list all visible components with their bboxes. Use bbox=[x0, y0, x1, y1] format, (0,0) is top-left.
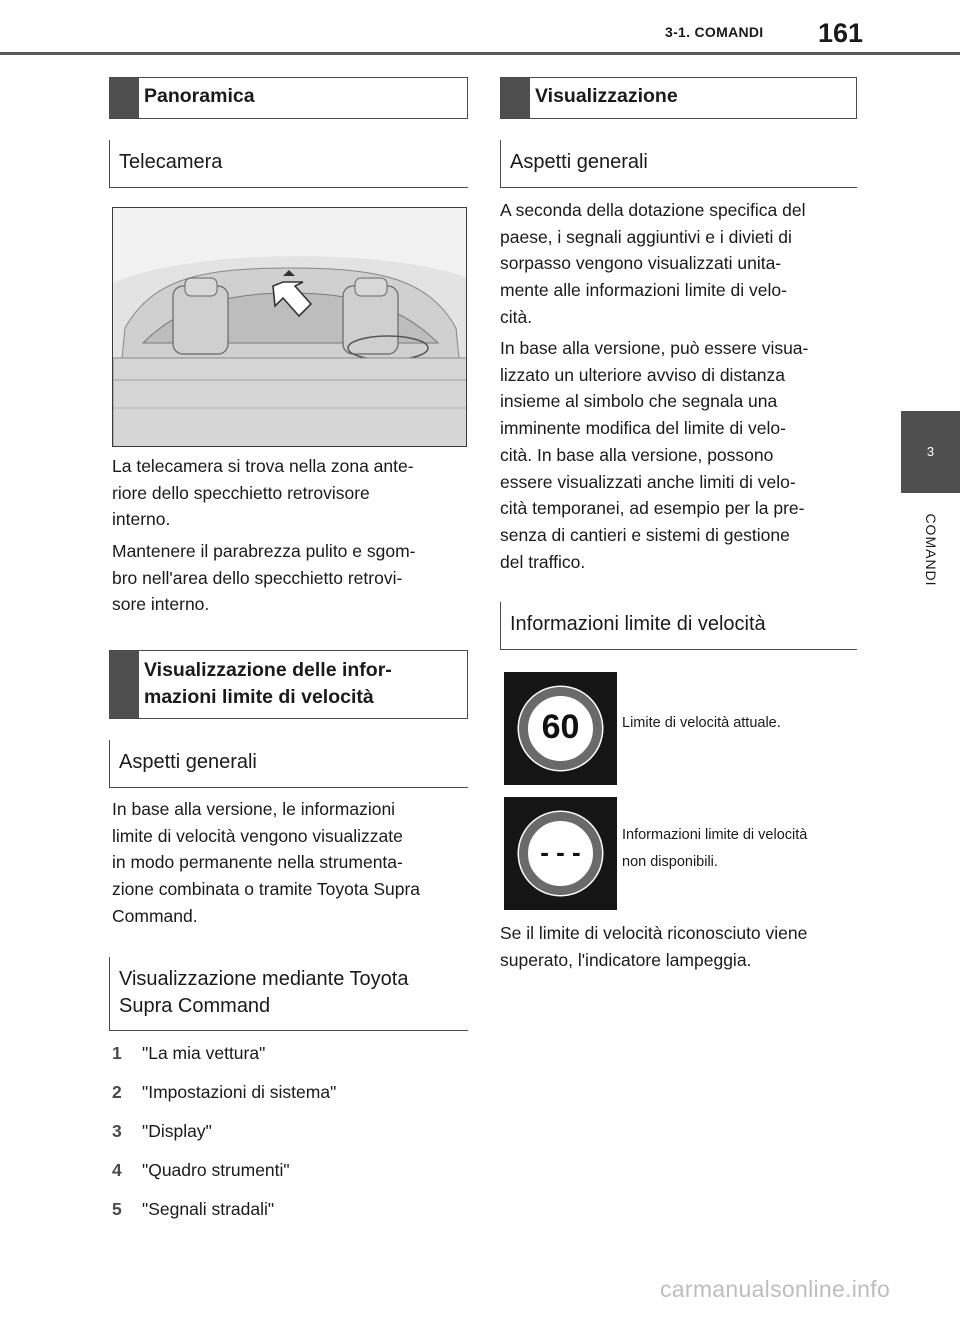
sign-symbol-60: 60 bbox=[541, 708, 580, 746]
telecamera-paragraph-2: Mantenere il parabrezza pulito e sgom- bro nell'area dello specchietto retrovi- sore interno. bbox=[112, 541, 416, 615]
aspetti-generali-right-paragraph-1: A seconda della dotazione specifica del paese, i segnali aggiuntivi e i divieti di sorpasso vengono visualizzati unita- mente alle informazioni limite di velo- cità. bbox=[500, 200, 806, 327]
list-item bbox=[112, 1079, 336, 1105]
header-rule bbox=[0, 52, 960, 55]
watermark: carmanualsonline.info bbox=[660, 1276, 891, 1302]
subheading-aspetti-generali-right-text: Aspetti generali bbox=[510, 151, 648, 173]
aspetti-generali-right-paragraph-2: In base alla versione, può essere visua- lizzato un ulteriore avviso di distanza insieme al simbolo che segnala una imminente modifica del limite di velo- cità. In base alla versione, possono essere visualizzati anche limiti di velo- cità temporanei, ad esempio per la pre- senza di cantieri e sistemi di gestione del traffico. bbox=[500, 338, 809, 572]
step-text: "Display" bbox=[142, 1121, 212, 1141]
step-number: 5 bbox=[112, 1199, 122, 1219]
step-number: 1 bbox=[112, 1043, 122, 1063]
sign-caption-unavailable: Informazioni limite di velocità non disponibili. bbox=[622, 827, 808, 870]
camera-illustration bbox=[112, 207, 467, 447]
supra-command-steps bbox=[112, 1040, 472, 1230]
heading-visualizzazione bbox=[500, 77, 857, 119]
sign-symbol-dashes: - - - bbox=[540, 837, 581, 867]
step-text: "Quadro strumenti" bbox=[142, 1160, 290, 1180]
info-limite-closing: Se il limite di velocità riconosciuto viene superato, l'indicatore lampeggia. bbox=[500, 923, 808, 970]
step-number: 2 bbox=[112, 1082, 122, 1102]
subheading-aspetti-generali-left-text: Aspetti generali bbox=[119, 751, 257, 773]
subheading-info-limite-text: Informazioni limite di velocità bbox=[510, 613, 766, 635]
heading-panoramica bbox=[109, 77, 468, 119]
heading-visualizzazione-info-text: Visualizzazione delle infor- mazioni limite di velocità bbox=[144, 659, 392, 708]
heading-visualizzazione-info bbox=[109, 650, 468, 719]
heading-bar bbox=[110, 651, 139, 718]
step-text: "Segnali stradali" bbox=[142, 1199, 275, 1219]
list-item bbox=[112, 1040, 265, 1066]
heading-visualizzazione-text: Visualizzazione bbox=[535, 85, 678, 107]
speed-limit-sign-60 bbox=[504, 672, 617, 785]
subheading-supra-command bbox=[109, 957, 468, 1031]
chapter-label-text: COMANDI bbox=[922, 513, 939, 587]
subheading-supra-command-text: Visualizzazione mediante Toyota Supra Command bbox=[119, 968, 409, 1017]
subheading-aspetti-generali-left bbox=[109, 740, 468, 788]
step-text: "Impostazioni di sistema" bbox=[142, 1082, 337, 1102]
running-section-title: 3-1. COMANDI bbox=[665, 24, 764, 40]
subheading-telecamera bbox=[109, 140, 468, 188]
heading-bar bbox=[110, 78, 139, 118]
list-item bbox=[112, 1196, 274, 1222]
car-interior-illustration bbox=[113, 208, 467, 447]
step-number: 4 bbox=[112, 1160, 122, 1180]
subheading-info-limite bbox=[500, 602, 857, 650]
subheading-telecamera-text: Telecamera bbox=[119, 151, 223, 173]
page-number: 161 bbox=[818, 18, 864, 48]
aspetti-generali-left-paragraph: In base alla versione, le informazioni limite di velocità vengono visualizzate in modo permanente nella strumenta- zione combinata o tramite Toyota Supra Command. bbox=[112, 799, 421, 926]
speed-limit-sign-unavailable bbox=[504, 797, 617, 910]
chapter-tab: 3 bbox=[901, 411, 960, 493]
subheading-aspetti-generali-right bbox=[500, 140, 857, 188]
list-item bbox=[112, 1157, 290, 1183]
step-text: "La mia vettura" bbox=[142, 1043, 266, 1063]
step-number: 3 bbox=[112, 1121, 122, 1141]
heading-bar bbox=[501, 78, 530, 118]
telecamera-paragraph-1: La telecamera si trova nella zona ante- riore dello specchietto retrovisore interno. bbox=[112, 456, 414, 530]
list-item bbox=[112, 1118, 212, 1144]
chapter-label bbox=[901, 500, 960, 600]
sign-caption-60: Limite di velocità attuale. bbox=[622, 715, 781, 731]
heading-panoramica-text: Panoramica bbox=[144, 85, 255, 107]
